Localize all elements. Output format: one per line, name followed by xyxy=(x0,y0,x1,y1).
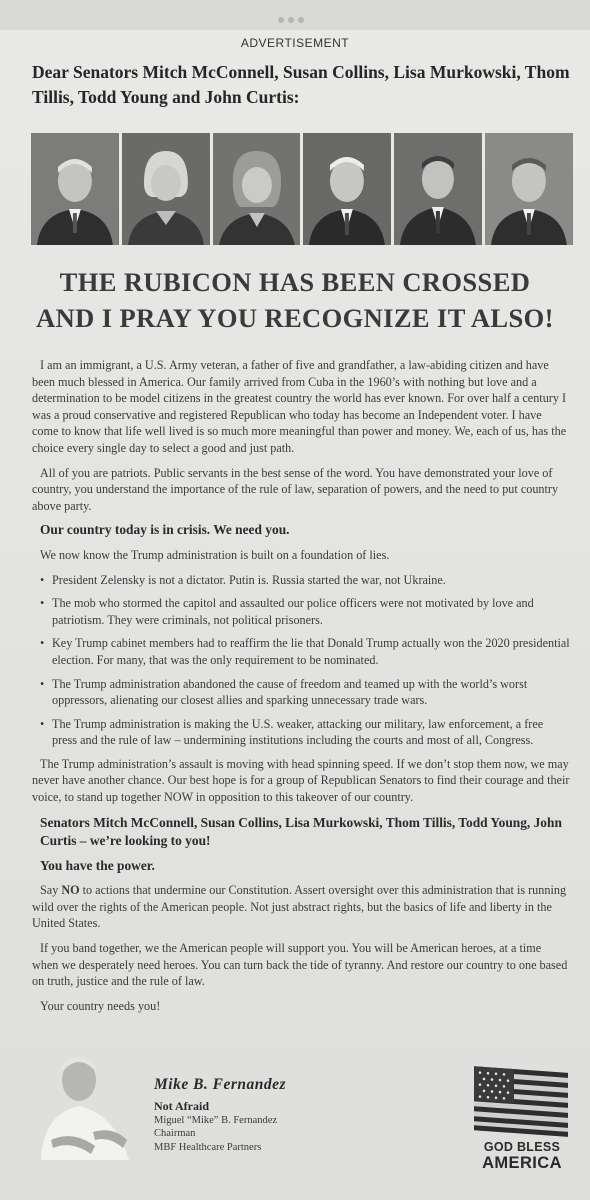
paragraph-patriots: All of you are patriots. Public servants in the best sense of the word. You have demonstrated your love of country, you understand the importance of the rule of law, separation of powers, and the need to put country above party. xyxy=(32,465,559,513)
senator-photo-murkowski xyxy=(213,133,301,245)
salutation: Dear Senators Mitch McConnell, Susan Collins, Lisa Murkowski, Thom Tillis, Todd Young and John Curtis: xyxy=(32,62,570,107)
say-no-rest: to actions that undermine our Constitution. Assert oversight over this administration that is running wild over the rights of the American people. Not just abstract rights, but the basics of life and liberty in the United States. xyxy=(32,883,567,931)
signature-tagline: Not Afraid xyxy=(154,1099,209,1113)
paragraph-intro: I am an immigrant, a U.S. Army veteran, a father of five and grandfather, a law-abiding citizen and have been much blessed in America. Our family arrived from Cuba in the 1960’s with nothing but love and a determination to be model citizens in the greatest country the world has ever known. For over half a century I was a proud conservative and registered Republican who today has become an Independent voter. I have come to know that life well lived is so much more meaningful than power and money. We, each of us, has the choice every single day to select a good and just path. xyxy=(32,358,567,455)
signature-block xyxy=(154,1099,374,1154)
paragraph-say-no xyxy=(32,882,570,932)
american-flag-icon xyxy=(470,1066,572,1142)
paragraph-closing: Your country needs you! xyxy=(40,998,161,1013)
paragraph-band-together: If you band together, we the American people will support you. You will be American heroes, at a time when we desperately need heroes. You can turn back the tide of tyranny. And restore our country to one based on truth, justice and the rule of law. xyxy=(32,941,568,989)
say-text: Say xyxy=(40,883,62,898)
bullet-list xyxy=(32,572,570,749)
list-item: • The Trump administration is making the U.S. weaker, attacking our military, law enforcement, a free press and the rule of law – undermining institutions including the courts and most of all, Congress. xyxy=(32,716,570,749)
no-emphasis: NO xyxy=(61,883,80,898)
headline xyxy=(0,264,590,336)
signature-company: MBF Healthcare Partners xyxy=(154,1141,262,1153)
paragraph-assault: The Trump administration’s assault is moving with head spinning speed. If we don’t stop them now, we may never have another chance. Our best hope is for a group of Republican Senators to find their courage and their voice, to stand up together NOW in opposition to this takeover of our country. xyxy=(32,756,570,805)
america-text: AMERICA xyxy=(482,1154,562,1172)
list-item: • Key Trump cabinet members had to reaffirm the lie that Donald Trump actually won the 2020 presidential election. For many, that was the only requirement to be nominated. xyxy=(32,635,570,668)
advertisement-label: ADVERTISEMENT xyxy=(240,36,350,50)
headline-line-2: AND I PRAY YOU RECOGNIZE IT ALSO! xyxy=(36,303,554,333)
list-item: • The mob who stormed the capitol and assaulted our police officers were not motivated by love and patriotism. They were criminals, not political prisoners. xyxy=(32,595,570,628)
heading-power: You have the power. xyxy=(40,857,155,873)
list-item: • President Zelensky is not a dictator. Putin is. Russia started the war, not Ukraine. xyxy=(32,572,570,589)
god-bless-text: GOD BLESS xyxy=(483,1140,561,1154)
signature-title: Chairman xyxy=(154,1128,196,1140)
god-bless-america-logo xyxy=(470,1140,574,1172)
handwritten-signature: Mike B. Fernandez xyxy=(154,1076,287,1093)
headline-line-1: THE RUBICON HAS BEEN CROSSED xyxy=(59,267,531,297)
paragraph-foundation: We now know the Trump administration is built on a foundation of lies. xyxy=(40,547,390,562)
page-indicator-dots xyxy=(278,10,318,20)
viewer-top-bar xyxy=(0,0,590,30)
senator-photo-mcconnell xyxy=(31,133,119,245)
signature-full-name: Miguel “Mike” B. Fernandez xyxy=(154,1115,278,1126)
senator-photo-curtis xyxy=(485,133,573,245)
senator-photo-young xyxy=(394,133,482,245)
senator-photo-tillis xyxy=(303,133,391,245)
heading-senators-appeal: Senators Mitch McConnell, Susan Collins, Lisa Murkowski, Thom Tillis, Todd Young, John Curtis – we’re looking to you! xyxy=(40,814,562,848)
heading-crisis: Our country today is in crisis. We need you. xyxy=(40,522,290,538)
senator-photo-row xyxy=(31,133,573,245)
author-photo xyxy=(33,1036,138,1160)
letter-body xyxy=(32,357,570,1022)
senator-photo-collins xyxy=(122,133,210,245)
list-item: • The Trump administration abandoned the cause of freedom and teamed up with the world’s worst oppressors, alienating our closest allies and sparking unnecessary trade wars. xyxy=(32,676,570,709)
